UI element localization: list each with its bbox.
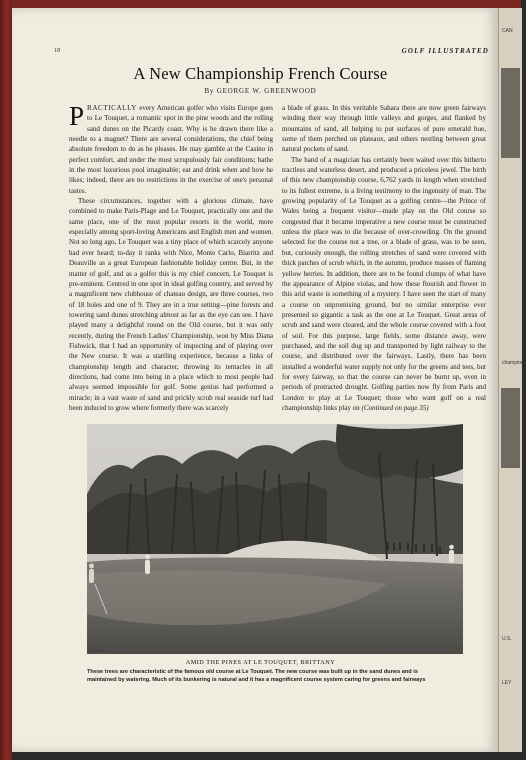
article-photo <box>87 424 463 654</box>
article-byline: By GEORGE W. GREENWOOD <box>204 87 317 95</box>
article-paragraph: a blade of grass. In this veritable Sahara there are now green fairways winding their way through little valleys and gorges, and flanked by mountains of sand, all helping to put surfaces of pure emerald hue, some of them perched on plateaux, and others nestling between great natural pockets of sand. <box>282 104 486 154</box>
adjacent-fragment: LEY <box>502 680 512 686</box>
article-paragraph: These circumstances, together with a glorious climate, have combined to make Paris-Plage and Le Touquet, practically one and the same place, one of the most popular resorts in the world, more especially among sport-loving Americans and English men and women. Not so long ago, Le Touquet was a tiny place of which scarcely anyone had ever heard; to-day it ranks with Nice, Monte Carlo, Biarritz and Deauville as a great European fashionable holiday centre. But, in the matter of golf, and as a golfer this is my chief concern, Le Touquet is pre-eminent. Centred in one spot in ideal golfing country, and served by a magnificent new clubhouse of chateau design, are three courses, two of 18 holes and one of 9. They are in a true setting—pine forests and towering sand dunes stretching almost as far as the eye can see. I have played many a delightful round on the Old course, but it was only recently, during the French Ladies' Championship, won by Miss Diana Fishwick, that I had an opportunity of inspecting and of playing over the New course. It was a startling experience, because a links of championship length and character, throwing its tentacles in all directions, had come into being in a place which to most people had always seemed impossible for golf. Some genius had performed a miracle; in a vast waste of sand and prickly scrub real seaside turf had been induced to grow where formerly there was scarcely <box>69 197 273 412</box>
adjacent-page-edge <box>498 8 526 752</box>
running-head: GOLF ILLUSTRATED <box>401 47 489 55</box>
paragraph-text: The hand of a magician has certainly been waited over this hitherto tractless and waterless desert, and produced a priceless jewel. The birth of this new championship course, 6,762 yards in length when stretched to its fullest extreme, is a living testimony to the ingenuity of man. The growing popularity of Le Touquet as a golfing centre—the Prince of Wales being a frequent visitor—made play on the Old course so congested that it became imperative a new course must be constructed unless the place was to die because of over-crowding. On the ground selected for the course not a tree, or a blade of grass, was to be seen, but, curiously enough, the rolling stretches of sand were covered with thick patches of scrub which, in the autumn, produce masses of flaming yellow berries. In addition, there are to be found clumps of what have the appearance of Alpine violas, and how these flourish and flower in this arid waste is something of a mystery. I have seen the start of many a course on unpromising ground, but no similar enterprise ever presented so gigantic a task as the one at Le Touquet. Great areas of scrub and sand were cleared, and the whole course covered with a foot of soil. For this purpose, large fields, some distance away, were purchased, and the soil dug up and transported by light railway to the course, and distributed over the fairways. Lastly, there has been installed a wonderful water supply not only for the greens and tees, but for every fairway, so that the course can never be burnt up, even in periods of protracted drought. Golfing parties now fly from Paris and London to play at Le Touquet; those who want golf on a real championship links play on <box>282 155 486 412</box>
page-number: 18 <box>54 48 60 54</box>
photo-credit: A. Vivien <box>89 648 106 653</box>
lead-words: RACTICALLY <box>87 104 137 112</box>
book-top-edge <box>12 0 521 8</box>
book-binding <box>0 0 12 760</box>
article-title: A New Championship French Course <box>133 64 388 83</box>
article-column-left <box>69 103 273 413</box>
caption-text <box>87 668 465 684</box>
caption-title: AMID THE PINES AT LE TOUQUET, BRITTANY <box>185 659 336 666</box>
article-paragraph <box>282 155 486 414</box>
article-column-right <box>282 103 486 413</box>
caption-line: These trees are characteristic of the famous old course at Le Touquet. The new course was built up in the sand dunes and is <box>87 669 418 675</box>
adjacent-photo <box>501 388 520 468</box>
adjacent-fragment: champions <box>502 360 526 366</box>
article-paragraph <box>69 103 273 196</box>
drop-cap: P <box>69 101 85 131</box>
continued-note: (Continued on page 35) <box>361 403 429 412</box>
caption-line: maintained by watering. Much of its bunkering is natural and it has a magnificent course system caring for greens and fairways <box>87 677 426 683</box>
adjacent-fragment: CAN <box>502 28 513 34</box>
paragraph-text: every American golfer who visits Europe goes to Le Touquet, a romantic spot in the pine woods and the rolling sand dunes on the Picardy coast. Why is he drawn there like a needle to a magnet? There are several considerations, the chief being absolute freedom to do as he pleases. He may gamble at the Casino in perfect comfort, and under the most scrupulously fair conditions; bathe in the most luxurious pool imaginable; eat and drink when and how he likes; indeed, there are no restrictions in the exercise of one's personal tastes. <box>69 104 273 195</box>
adjacent-fragment: U.S. <box>502 636 512 642</box>
pine-trees-photo <box>87 424 463 654</box>
